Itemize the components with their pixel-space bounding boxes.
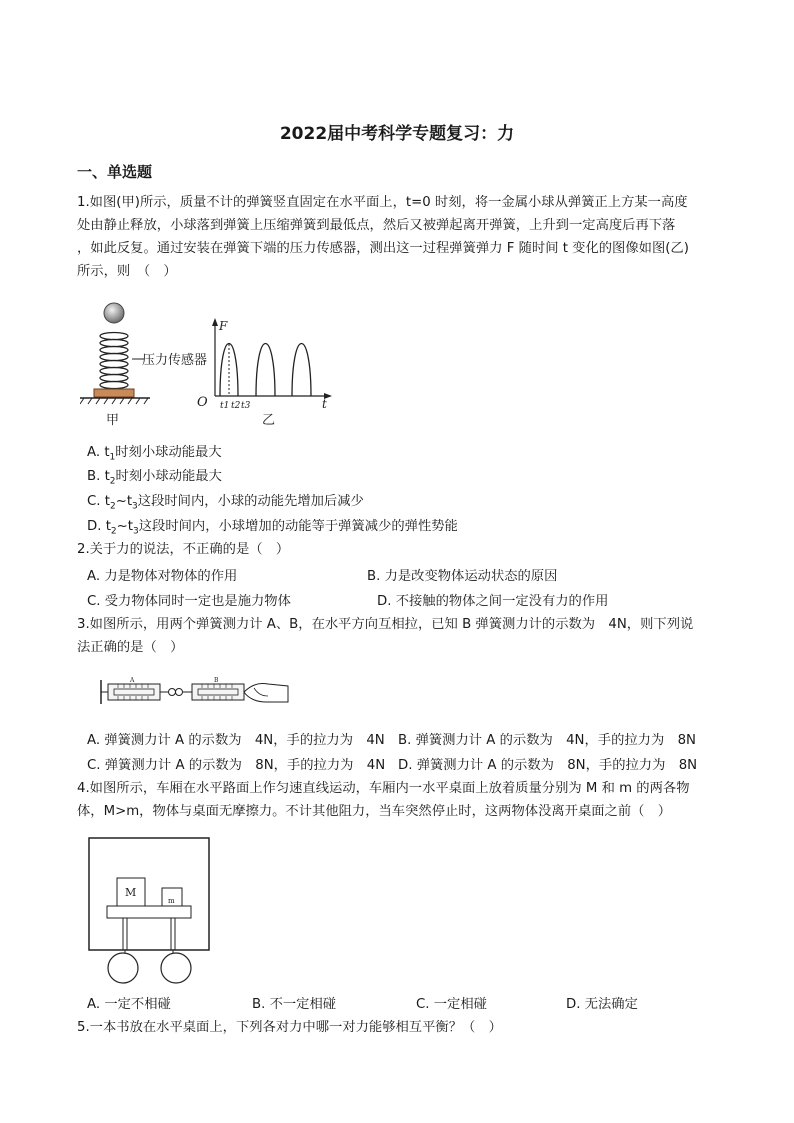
q1-option-d[interactable]: D. $t_2\sim t_3$这段时间内，小球增加的动能等于弹簧减少的弹性势能 [87, 519, 458, 537]
force-hump-3 [292, 344, 311, 397]
q2-option-b[interactable]: B. 力是改变物体运动状态的原因 [367, 569, 558, 584]
q3-option-d[interactable]: D. 弹簧测力计 A 的示数为 8N，手的拉力为 8N [398, 758, 698, 773]
scale-b-label: B [214, 677, 219, 684]
table-top [107, 906, 191, 918]
q1-option-b[interactable]: B. $t_2$时刻小球动能最大 [87, 469, 222, 487]
label-yi: 乙 [262, 413, 276, 428]
q4-option-a[interactable]: A. 一定不相碰 [87, 997, 171, 1012]
q1-figure [80, 296, 350, 430]
q1-line-2: 处由静止释放，小球落到弹簧上压缩弹簧到最低点，然后又被弹起离开弹簧，上升到一定高度后再下落 [77, 218, 676, 233]
t3-label: t3 [241, 401, 251, 411]
axis-f-label: F [219, 319, 228, 333]
ground-hatch [80, 398, 148, 404]
q1-line-1: 1.如图(甲)所示，质量不计的弹簧竖直固定在水平面上，t=0 时刻，将一金属小球从弹簧正上方某一高度 [77, 195, 688, 210]
spring-scale-b [192, 677, 244, 700]
spring-scale-a [108, 677, 160, 700]
wheel-right [161, 953, 191, 983]
q3-option-c[interactable]: C. 弹簧测力计 A 的示数为 8N，手的拉力为 4N [87, 758, 386, 773]
q3-option-b[interactable]: B. 弹簧测力计 A 的示数为 4N，手的拉力为 8N [398, 733, 696, 748]
q3-line-2: 法正确的是（ ） [77, 640, 184, 655]
q1-line-4: 所示，则 （ ） [77, 264, 177, 279]
pressure-sensor-block [94, 389, 134, 397]
carriage-box [89, 838, 209, 950]
q2-stem: 2.关于力的说法，不正确的是（ ） [77, 542, 290, 557]
axis-t-label: t [322, 397, 327, 411]
ball-icon [104, 303, 124, 323]
t2-label: t2 [231, 401, 241, 411]
q2-option-c[interactable]: C. 受力物体同时一定也是施力物体 [87, 594, 291, 609]
q2-option-d[interactable]: D. 不接触的物体之间一定没有力的作用 [377, 594, 609, 609]
q5-stem: 5.一本书放在水平桌面上，下列各对力中哪一对力能够相互平衡？（ ） [77, 1020, 502, 1035]
origin-label: O [197, 395, 208, 410]
q4-line-1: 4.如图所示，车厢在水平路面上作匀速直线运动，车厢内一水平桌面上放着质量分别为 M 和 m 的两各物 [77, 781, 690, 796]
q4-option-b[interactable]: B. 不一定相碰 [252, 997, 337, 1012]
q4-option-c[interactable]: C. 一定相碰 [416, 997, 487, 1012]
q1-option-c[interactable]: C. $t_2\sim t_3$这段时间内，小球的动能先增加后减少 [87, 494, 364, 512]
wheel-left [108, 953, 138, 983]
page-title: 2022届中考科学专题复习：力 [279, 124, 515, 144]
q3-option-a[interactable]: A. 弹簧测力计 A 的示数为 4N，手的拉力为 4N [87, 733, 385, 748]
hand-icon [244, 683, 288, 702]
block-small-label: m [168, 897, 175, 905]
spring-icon [100, 333, 128, 389]
q4-figure [87, 836, 213, 986]
q2-option-a[interactable]: A. 力是物体对物体的作用 [87, 569, 238, 584]
q3-line-1: 3.如图所示，用两个弹簧测力计 A、B，在水平方向互相拉，已知 B 弹簧测力计的示数为 4N，则下列说 [77, 617, 694, 632]
scale-a-label: A [130, 677, 135, 684]
q1-option-a[interactable]: A. $t_1$时刻小球动能最大 [87, 445, 222, 463]
force-hump-2 [256, 344, 275, 397]
label-jia: 甲 [106, 413, 120, 428]
block-big-label: M [125, 886, 137, 899]
section-heading: 一、单选题 [77, 163, 153, 181]
sensor-label: 压力传感器 [142, 353, 208, 368]
q4-option-d[interactable]: D. 无法确定 [566, 997, 638, 1012]
t1-label: t1 [220, 401, 230, 411]
q3-figure [98, 672, 290, 712]
q4-line-2: 体，M>m，物体与桌面无摩擦力。不计其他阻力，当车突然停止时，这两物体没离开桌面之前（ ） [77, 804, 672, 819]
q1-line-3: ，如此反复。通过安装在弹簧下端的压力传感器，测出这一过程弹簧弹力 F 随时间 t 变化的图像如图(乙) [77, 241, 689, 256]
